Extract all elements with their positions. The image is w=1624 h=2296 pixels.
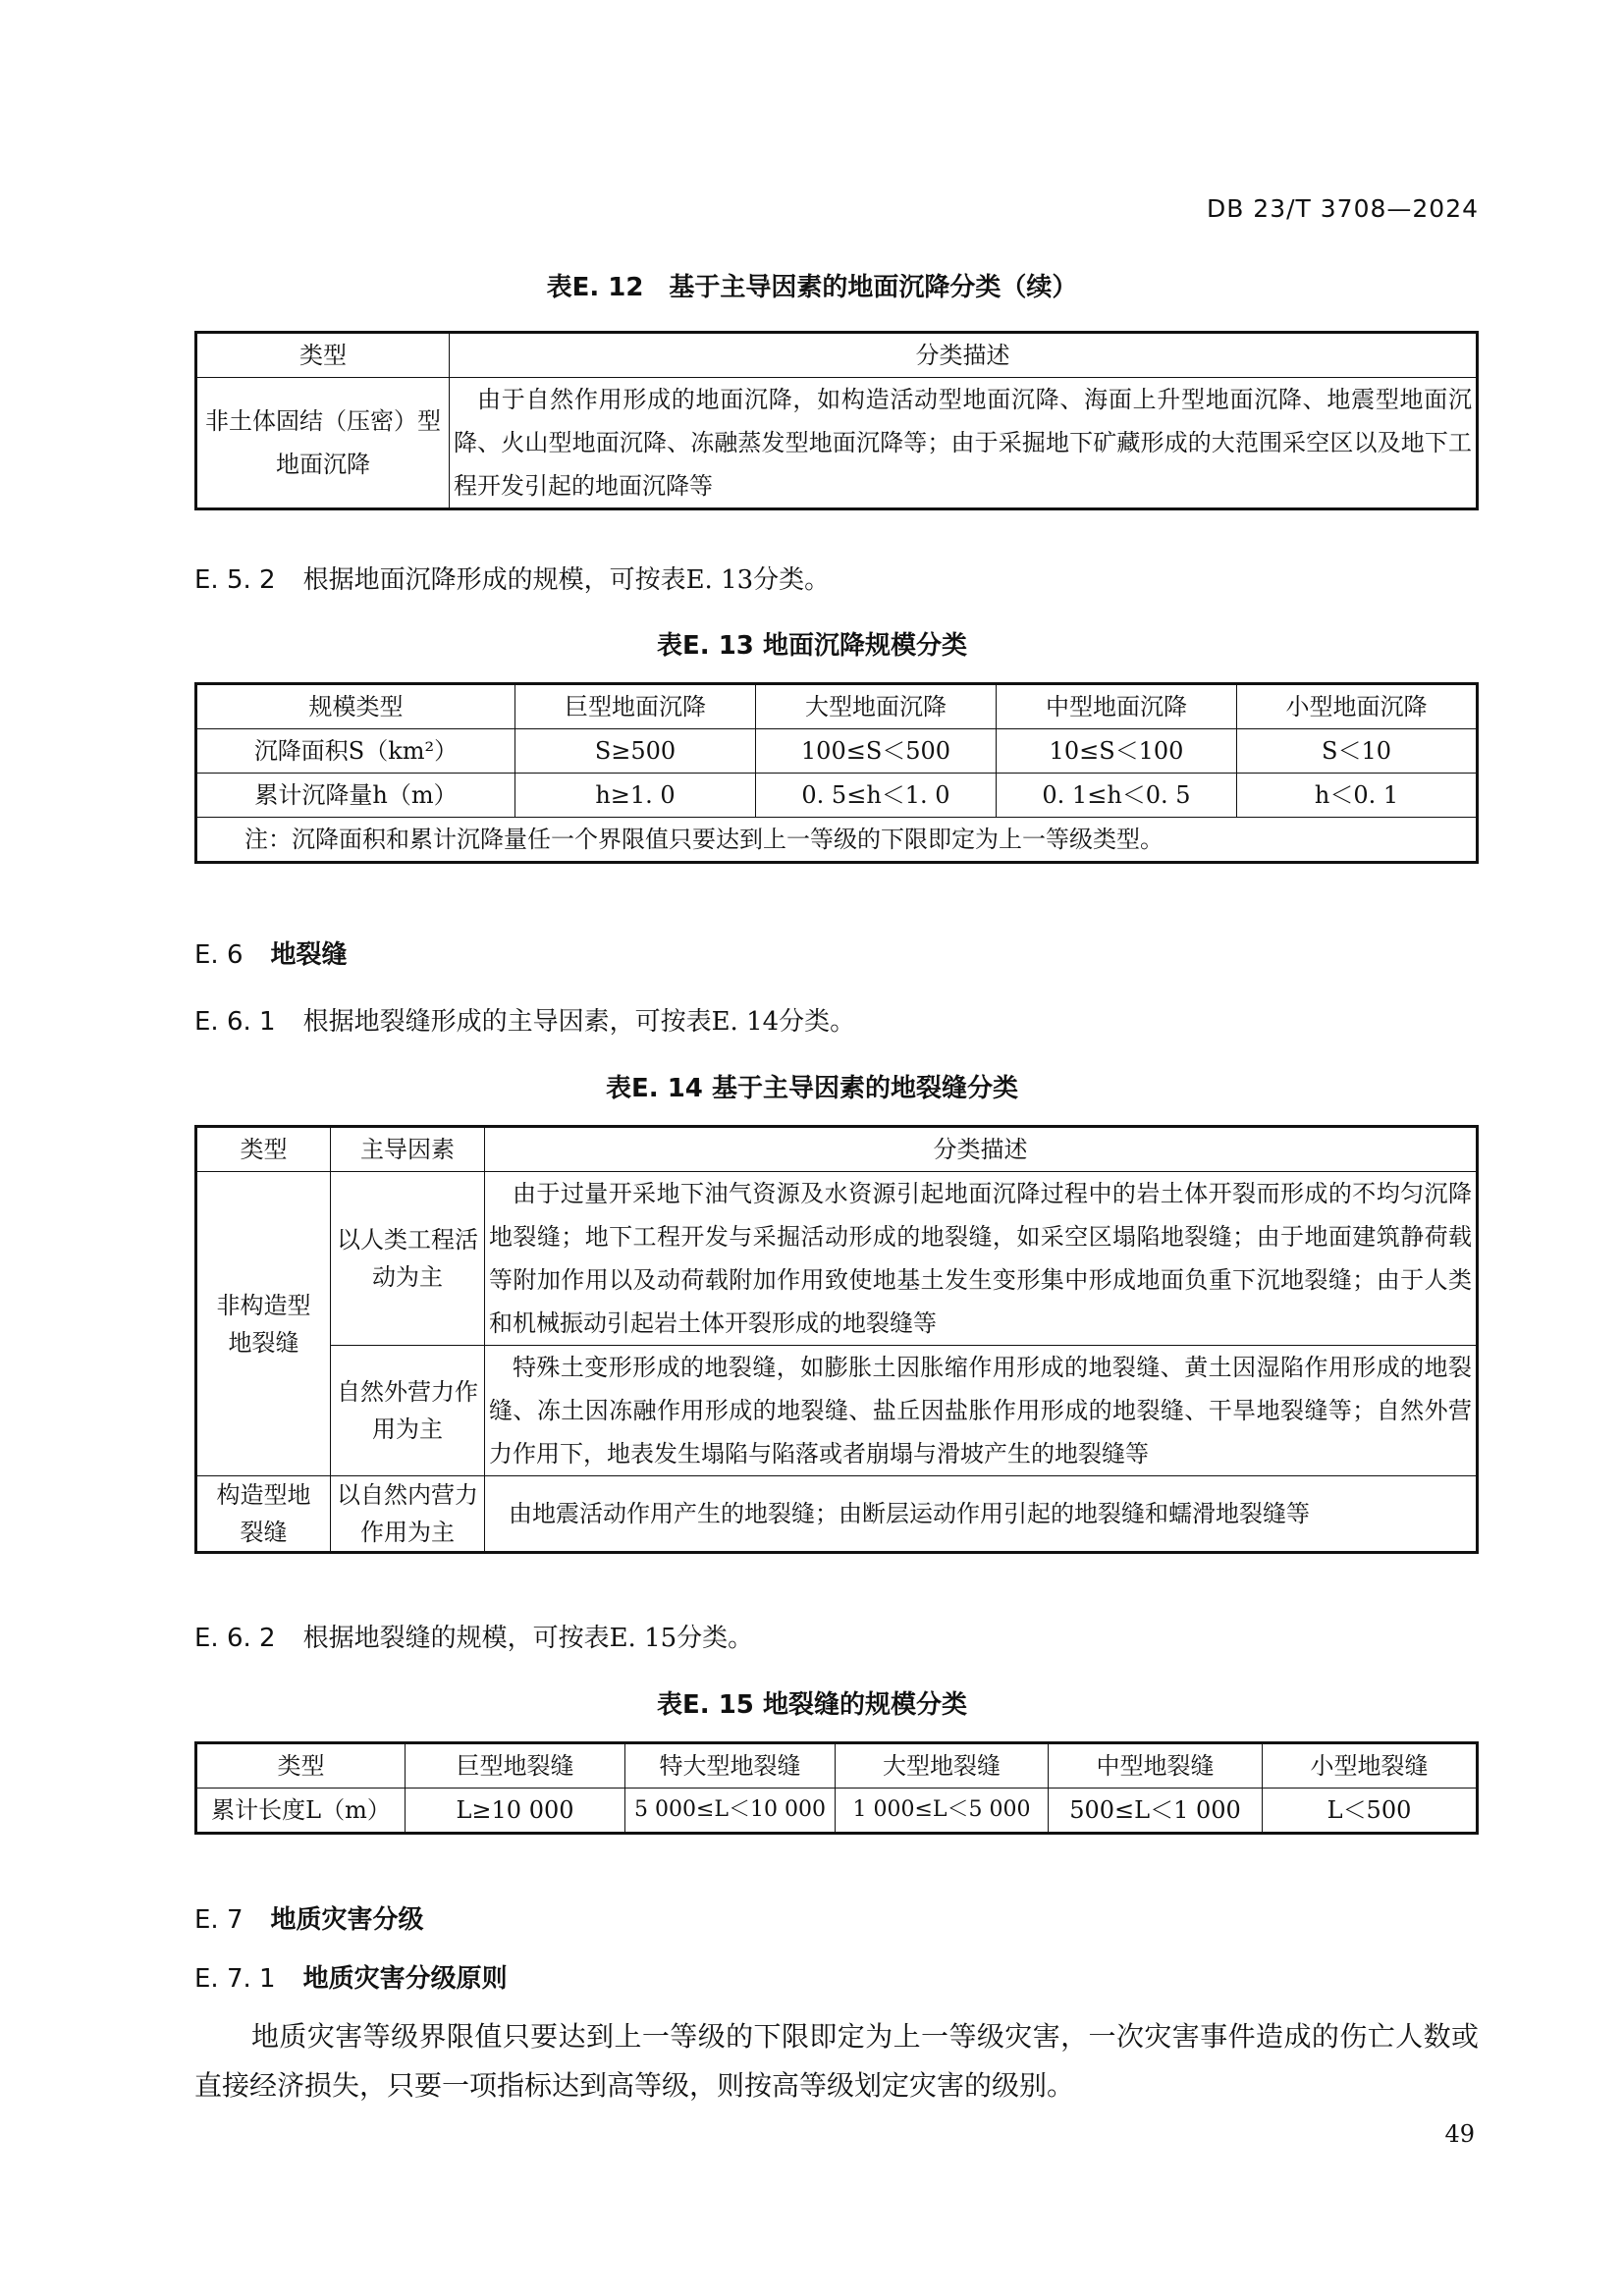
table-e15-cell: 1 000≤L＜5 000 [836, 1789, 1049, 1834]
section-e7-title: 地质灾害分级 [270, 1905, 424, 1935]
section-e71-heading [194, 1958, 508, 1995]
table-e13-cell: S≥500 [515, 729, 756, 774]
table-e14-desc-external: 特殊土变形形成的地裂缝，如膨胀土因胀缩作用形成的地裂缝、黄土因湿陷作用形成的地裂缝、冻土因冻融作用形成的地裂缝、盐丘因盐胀作用形成的地裂缝、干旱地裂缝等；自然外营力作用下，地表发生塌陷与陷落或者崩塌与滑坡产生的地裂缝等 [485, 1346, 1478, 1476]
table-e13-cell: h＜0. 1 [1237, 774, 1478, 818]
table-e13-cell: 10≤S＜100 [997, 729, 1237, 774]
table-e13-cell: 100≤S＜500 [756, 729, 997, 774]
table-e13-row-label: 沉降面积S（km²） [196, 729, 515, 774]
table-e14-desc-human: 由于过量开采地下油气资源及水资源引起地面沉降过程中的岩土体开裂而形成的不均匀沉降地裂缝；地下工程开发与采掘活动形成的地裂缝，如采空区塌陷地裂缝；由于地面建筑静荷载等附加作用以及动荷载附加作用致使地基土发生变形集中形成地面负重下沉地裂缝；由于人类和机械振动引起岩土体开裂形成的地裂缝等 [485, 1172, 1478, 1346]
table-e12-caption: 表E. 12 基于主导因素的地面沉降分类（续） [546, 273, 1078, 302]
table-row [196, 1789, 1478, 1834]
section-e7-number: E. 7 [194, 1905, 244, 1935]
table-e14-desc-internal: 由地震活动作用产生的地裂缝；由断层运动作用引起的地裂缝和蠕滑地裂缝等 [485, 1476, 1478, 1553]
table-e13-cell: S＜10 [1237, 729, 1478, 774]
table-e13-cell: 0. 1≤h＜0. 5 [997, 774, 1237, 818]
body-paragraph-e71: 地质灾害等级界限值只要达到上一等级的下限即定为上一等级灾害，一次灾害事件造成的伤亡人数或直接经济损失，只要一项指标达到高等级，则按高等级划定灾害的级别。 [194, 2020, 1479, 2102]
table-e13-header: 巨型地面沉降 [515, 684, 756, 729]
table-e14-type-nonstructural: 非构造型地裂缝 [196, 1172, 331, 1476]
table-e14-factor-external: 自然外营力作用为主 [331, 1346, 485, 1476]
table-e15-row-label: 累计长度L（m） [196, 1789, 406, 1834]
table-e15-header: 特大型地裂缝 [625, 1743, 836, 1789]
table-e12 [194, 331, 1479, 510]
table-e14-caption: 表E. 14 基于主导因素的地裂缝分类 [606, 1074, 1018, 1103]
table-e12-header-desc: 分类描述 [450, 333, 1478, 378]
table-e14-header-desc: 分类描述 [485, 1127, 1478, 1172]
table-e15-cell: L≥10 000 [406, 1789, 625, 1834]
table-e12-header-type: 类型 [196, 333, 450, 378]
table-e13-cell: h≥1. 0 [515, 774, 756, 818]
table-e13 [194, 682, 1479, 864]
table-e14 [194, 1125, 1479, 1554]
section-e7-heading [194, 1899, 424, 1936]
table-e15-header: 大型地裂缝 [836, 1743, 1049, 1789]
paragraph-e52 [194, 560, 830, 596]
table-e15-header: 巨型地裂缝 [406, 1743, 625, 1789]
table-row [196, 1346, 1478, 1476]
table-e15-header: 中型地裂缝 [1049, 1743, 1263, 1789]
table-e13-cell: 0. 5≤h＜1. 0 [756, 774, 997, 818]
table-e15-cell: L＜500 [1263, 1789, 1478, 1834]
table-e13-row-label: 累计沉降量h（m） [196, 774, 515, 818]
paragraph-e62-number: E. 6. 2 [194, 1624, 276, 1653]
table-e15 [194, 1741, 1479, 1835]
section-e6-title: 地裂缝 [270, 940, 348, 970]
table-e15-header: 小型地裂缝 [1263, 1743, 1478, 1789]
table-e15-cell: 5 000≤L＜10 000 [625, 1789, 836, 1834]
table-e15-caption: 表E. 15 地裂缝的规模分类 [657, 1690, 967, 1720]
table-e14-factor-internal: 以自然内营力作用为主 [331, 1476, 485, 1553]
table-e15-header: 类型 [196, 1743, 406, 1789]
table-e14-header-factor: 主导因素 [331, 1127, 485, 1172]
paragraph-e61 [194, 1001, 855, 1038]
table-e14-factor-human: 以人类工程活动为主 [331, 1172, 485, 1346]
document-id: DB 23/T 3708—2024 [1206, 194, 1479, 223]
table-e13-caption: 表E. 13 地面沉降规模分类 [657, 631, 967, 661]
section-e6-number: E. 6 [194, 940, 244, 970]
paragraph-e52-text: 根据地面沉降形成的规模，可按表E. 13分类。 [302, 565, 831, 595]
section-e71-number: E. 7. 1 [194, 1964, 276, 1994]
section-e6-heading [194, 934, 348, 971]
table-e13-note: 注：沉降面积和累计沉降量任一个界限值只要达到上一等级的下限即定为上一等级类型。 [196, 818, 1478, 863]
table-row [196, 729, 1478, 774]
paragraph-e61-number: E. 6. 1 [194, 1007, 276, 1037]
section-e71-title: 地质灾害分级原则 [302, 1964, 508, 1994]
table-e12-type-cell: 非土体固结（压密）型地面沉降 [196, 378, 450, 509]
table-row [196, 1172, 1478, 1346]
table-e14-type-structural: 构造型地裂缝 [196, 1476, 331, 1553]
table-row [196, 1476, 1478, 1553]
table-e14-header-type: 类型 [196, 1127, 331, 1172]
table-e12-desc-cell: 由于自然作用形成的地面沉降，如构造活动型地面沉降、海面上升型地面沉降、地震型地面沉降、火山型地面沉降、冻融蒸发型地面沉降等；由于采掘地下矿藏形成的大范围采空区以及地下工程开发引起的地面沉降等 [450, 378, 1478, 509]
table-e13-header: 小型地面沉降 [1237, 684, 1478, 729]
table-e13-header: 大型地面沉降 [756, 684, 997, 729]
page-number: 49 [1444, 2120, 1475, 2148]
table-e13-header: 中型地面沉降 [997, 684, 1237, 729]
table-e15-cell: 500≤L＜1 000 [1049, 1789, 1263, 1834]
paragraph-e62 [194, 1618, 753, 1654]
table-e13-header: 规模类型 [196, 684, 515, 729]
paragraph-e52-number: E. 5. 2 [194, 565, 276, 595]
table-row [196, 774, 1478, 818]
paragraph-e61-text: 根据地裂缝形成的主导因素，可按表E. 14分类。 [302, 1007, 856, 1037]
paragraph-e62-text: 根据地裂缝的规模，可按表E. 15分类。 [302, 1624, 754, 1653]
